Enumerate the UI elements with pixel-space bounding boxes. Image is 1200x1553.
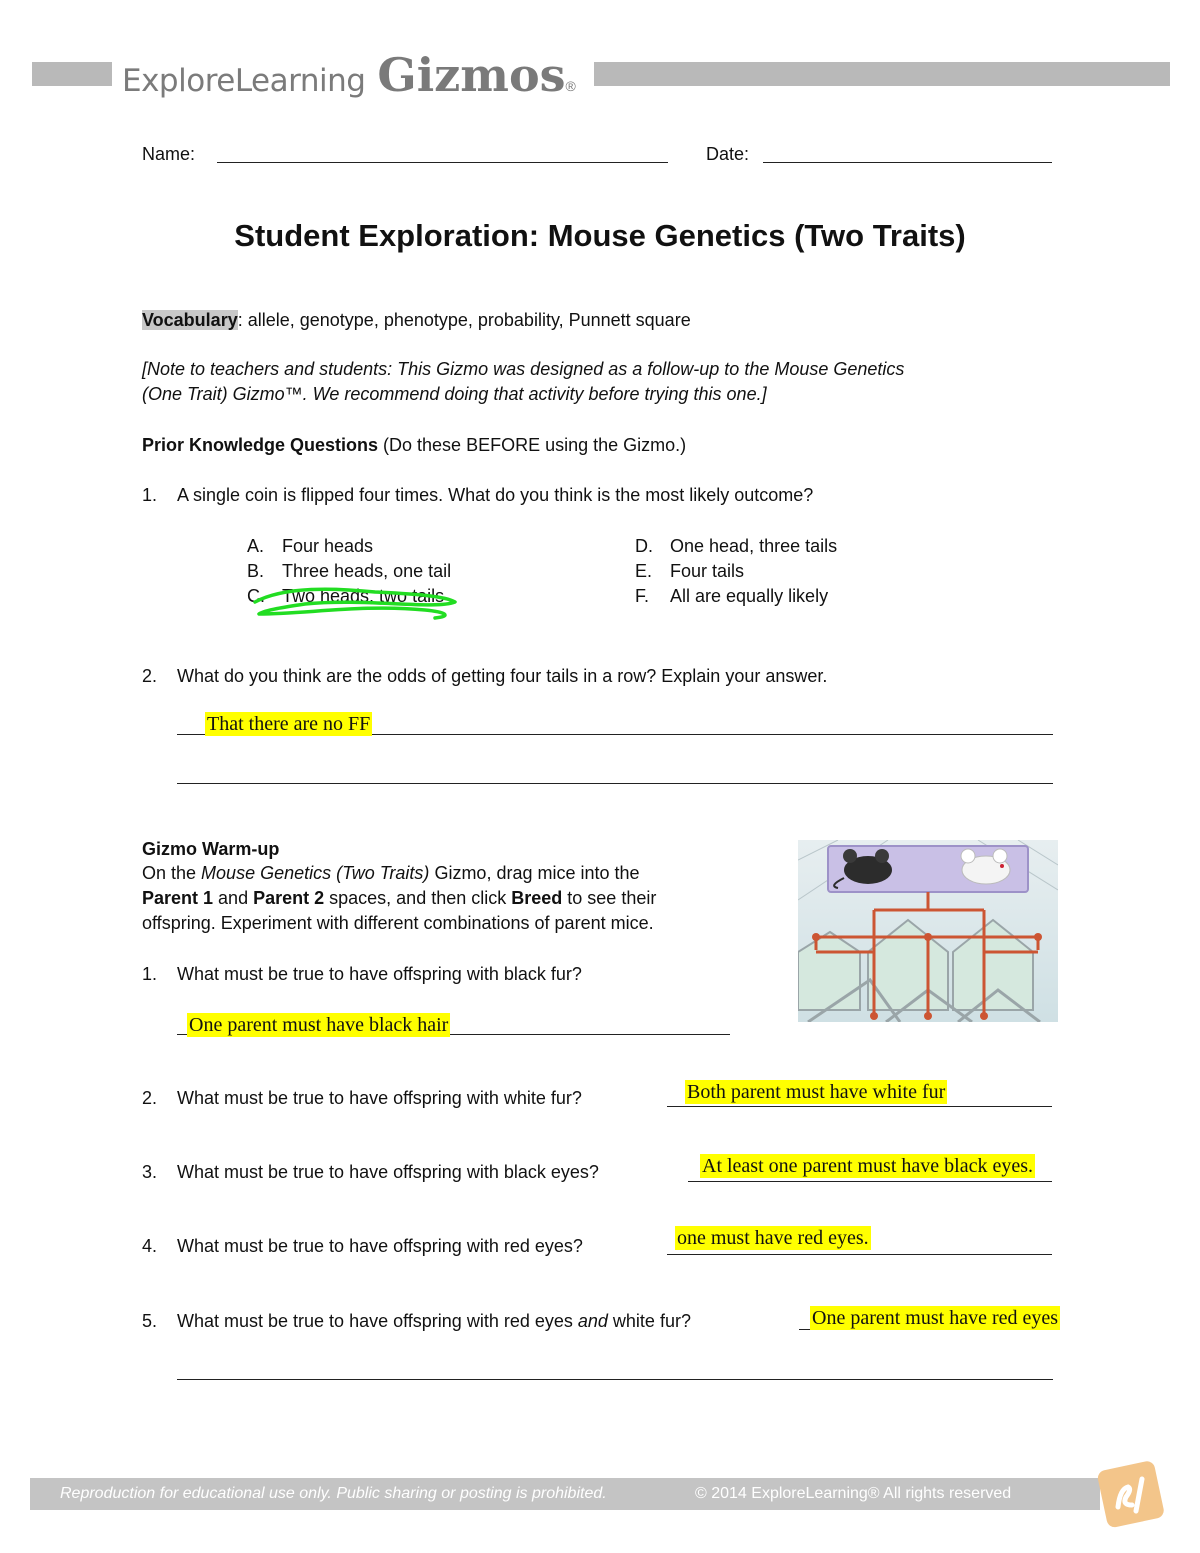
- footer-notice: Reproduction for educational use only. Public sharing or posting is prohibited.: [60, 1485, 607, 1502]
- answer-line-w3[interactable]: [688, 1181, 1052, 1182]
- name-label: Name:: [142, 144, 196, 164]
- header-bar-left: [32, 62, 118, 86]
- warmup-intro-line-2: [142, 887, 656, 909]
- choice-text: One head, three tails: [670, 536, 838, 556]
- intro-gizmo-name: Mouse Genetics (Two Traits): [201, 863, 430, 883]
- page-title: Student Exploration: Mouse Genetics (Two Traits): [234, 218, 966, 253]
- choice-letter: D.: [635, 536, 653, 556]
- intro-text: On the: [142, 863, 202, 883]
- answer-highlight-w2: Both parent must have white fur: [687, 1081, 946, 1103]
- choice-f: [635, 585, 828, 607]
- gizmo-pedigree-image: [798, 840, 1058, 1022]
- choice-letter: A.: [247, 536, 265, 556]
- question-number: 2.: [142, 666, 158, 686]
- vocabulary: [142, 309, 691, 331]
- brand-registered-mark: ®: [565, 78, 576, 94]
- explorelearning-el-icon: [1092, 1455, 1172, 1535]
- intro-text: to see their: [562, 888, 657, 908]
- note-line-1: [Note to teachers and students: This Gizmo was designed as a follow-up to the Mouse Genetics: [142, 359, 905, 379]
- name-field[interactable]: [217, 162, 668, 163]
- choice-e: [635, 560, 744, 582]
- answer-highlight-w4: one must have red eyes.: [677, 1227, 869, 1249]
- choice-text: Four tails: [670, 561, 745, 581]
- answer-highlight-q2: That there are no FF: [207, 713, 371, 735]
- warmup-question-1: [142, 963, 582, 985]
- question-number: 5.: [142, 1311, 158, 1331]
- intro-breed: Breed: [511, 888, 563, 908]
- intro-text: Gizmo, drag mice into the: [429, 863, 640, 883]
- answer-highlight-w5: One parent must have red eyes: [812, 1307, 1059, 1329]
- choice-text: Four heads: [282, 536, 374, 556]
- question-text: white fur?: [607, 1311, 691, 1331]
- intro-text: and: [213, 888, 254, 908]
- question-text: What must be true to have offspring with black eyes?: [177, 1162, 599, 1182]
- choice-letter: C.: [247, 586, 265, 606]
- question-text: What must be true to have offspring with black fur?: [177, 964, 582, 984]
- question-number: 2.: [142, 1088, 158, 1108]
- choice-text: Two heads, two tails: [282, 586, 445, 606]
- question-number: 1.: [142, 485, 158, 505]
- intro-parent-2: Parent 2: [253, 888, 325, 908]
- vocabulary-label: Vocabulary: [142, 310, 238, 330]
- answer-line-w2[interactable]: [667, 1106, 1052, 1107]
- vocabulary-terms: : allele, genotype, phenotype, probability, Punnett square: [237, 310, 691, 330]
- answer-highlight-w3: At least one parent must have black eyes.: [702, 1155, 1033, 1177]
- brand-gizmos: Gizmos: [377, 48, 566, 102]
- choice-a: [247, 535, 373, 557]
- warmup-intro-line-3: offspring. Experiment with different combinations of parent mice.: [142, 913, 654, 933]
- prior-question-1: [142, 484, 813, 506]
- footer-copyright: © 2014 ExploreLearning® All rights reserved: [695, 1485, 1012, 1502]
- prior-heading-bold: Prior Knowledge Questions: [142, 435, 379, 455]
- choice-letter: F.: [635, 586, 650, 606]
- question-text-italic: and: [577, 1311, 608, 1331]
- warmup-intro-line-1: [142, 862, 640, 884]
- intro-parent-1: Parent 1: [142, 888, 214, 908]
- question-number: 3.: [142, 1162, 158, 1182]
- answer-line-2[interactable]: [177, 783, 1053, 784]
- question-text: What must be true to have offspring with red eyes: [177, 1311, 578, 1331]
- choice-d: [635, 535, 837, 557]
- warmup-question-5: [142, 1310, 691, 1332]
- choice-text: All are equally likely: [670, 586, 829, 606]
- intro-text: spaces, and then click: [324, 888, 512, 908]
- brand-explorelearning: ExploreLearning: [122, 63, 366, 99]
- prior-knowledge-heading: [142, 434, 686, 456]
- prior-heading-note: (Do these BEFORE using the Gizmo.): [378, 435, 687, 455]
- choice-b: [247, 560, 451, 582]
- warmup-heading: Gizmo Warm-up: [142, 839, 280, 859]
- question-text: A single coin is flipped four times. What do you think is the most likely outcome?: [177, 485, 814, 505]
- choice-letter: B.: [247, 561, 265, 581]
- brand-logo: [112, 48, 586, 104]
- header-bar-right: [594, 62, 1170, 86]
- warmup-question-2: [142, 1087, 582, 1109]
- prior-question-2: [142, 665, 827, 687]
- green-scribble-mark: [245, 580, 465, 622]
- date-label: Date:: [706, 144, 750, 164]
- question-number: 4.: [142, 1236, 158, 1256]
- date-field[interactable]: [763, 162, 1052, 163]
- choice-letter: E.: [635, 561, 653, 581]
- answer-line-w4[interactable]: [667, 1254, 1052, 1255]
- question-text: What must be true to have offspring with red eyes?: [177, 1236, 583, 1256]
- warmup-question-3: [142, 1161, 599, 1183]
- choice-text: Three heads, one tail: [282, 561, 452, 581]
- answer-line-w5b[interactable]: [177, 1379, 1053, 1380]
- answer-highlight-w1: One parent must have black hair: [189, 1014, 449, 1036]
- question-text: What do you think are the odds of getting four tails in a row? Explain your answer.: [177, 666, 828, 686]
- question-number: 1.: [142, 964, 158, 984]
- warmup-question-4: [142, 1235, 583, 1257]
- note-line-2: (One Trait) Gizmo™. We recommend doing that activity before trying this one.]: [142, 384, 767, 404]
- question-text: What must be true to have offspring with white fur?: [177, 1088, 582, 1108]
